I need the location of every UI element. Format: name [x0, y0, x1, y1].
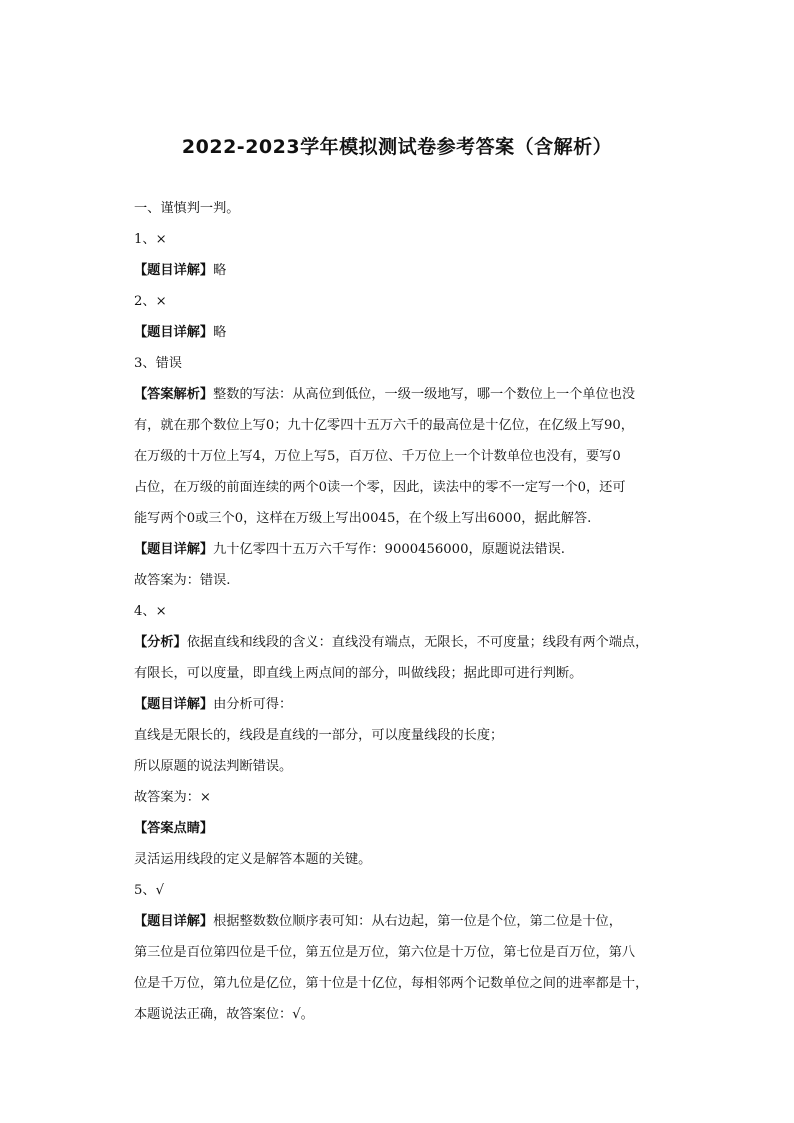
line-text: 灵活运用线段的定义是解答本题的关键。 [134, 852, 372, 867]
line-text: 占位，在万级的前面连续的两个0读一个零，因此，读法中的零不一定写一个0，还可 [134, 480, 626, 495]
text-line [134, 689, 666, 720]
section-tag: 【分析】 [134, 635, 187, 650]
line-text: 一、谨慎判一判。 [134, 201, 240, 216]
section-tag: 【题目详解】 [134, 325, 214, 340]
line-text: 由分析可得： [213, 697, 293, 712]
text-line [134, 937, 666, 968]
section-tag: 【题目详解】 [134, 697, 214, 712]
text-line [134, 534, 666, 565]
line-text: 所以原题的说法判断错误。 [134, 759, 293, 774]
line-text: 1、× [134, 232, 167, 247]
text-line [134, 875, 666, 906]
line-text: 故答案为：× [134, 790, 211, 805]
line-text: 2、× [134, 294, 167, 309]
line-text: 有，就在那个数位上写0；九十亿零四十五万六千的最高位是十亿位，在亿级上写90， [134, 418, 634, 433]
line-text: 4、× [134, 604, 167, 619]
text-line [134, 193, 666, 224]
text-line [134, 348, 666, 379]
line-text: 整数的写法：从高位到低位，一级一级地写，哪一个数位上一个单位也没 [213, 387, 636, 402]
section-tag: 【答案解析】 [134, 387, 214, 402]
text-line [134, 596, 666, 627]
text-line [134, 999, 666, 1030]
line-text: 位是千万位，第九位是亿位，第十位是十亿位，每相邻两个记数单位之间的进率都是十， [134, 976, 649, 991]
text-line [134, 968, 666, 999]
text-line [134, 317, 666, 348]
line-text: 故答案为：错误. [134, 573, 231, 588]
line-text: 九十亿零四十五万六千写作：9000456000，原题说法错误. [213, 542, 565, 557]
line-text: 略 [213, 325, 227, 340]
line-text: 5、√ [134, 883, 164, 898]
line-text: 在万级的十万位上写4，万位上写5，百万位、千万位上一个计数单位也没有，要写0 [134, 449, 621, 464]
text-line [134, 379, 666, 410]
section-tag: 【题目详解】 [134, 542, 214, 557]
text-line [134, 906, 666, 937]
text-line [134, 255, 666, 286]
document-title: 2022-2023学年模拟测试卷参考答案（含解析） [181, 136, 613, 158]
text-line [134, 503, 666, 534]
line-text: 略 [213, 263, 227, 278]
section-tag: 【题目详解】 [134, 263, 214, 278]
text-line [134, 441, 666, 472]
section-tag: 【题目详解】 [134, 914, 214, 929]
text-line [134, 627, 666, 658]
line-text: 3、错误 [134, 356, 182, 371]
text-line [134, 224, 666, 255]
text-line [134, 658, 666, 689]
line-text: 依据直线和线段的含义：直线没有端点，无限长，不可度量；线段有两个端点， [186, 635, 649, 650]
answer-content [134, 193, 666, 1030]
text-line [134, 751, 666, 782]
line-text: 直线是无限长的，线段是直线的一部分，可以度量线段的长度； [134, 728, 504, 743]
text-line [134, 410, 666, 441]
text-line [134, 720, 666, 751]
text-line [134, 565, 666, 596]
text-line [134, 782, 666, 813]
section-tag: 【答案点睛】 [134, 821, 214, 836]
text-line [134, 844, 666, 875]
line-text: 根据整数数位顺序表可知：从右边起，第一位是个位，第二位是十位， [213, 914, 622, 929]
line-text: 有限长，可以度量，即直线上两点间的部分，叫做线段；据此即可进行判断。 [134, 666, 583, 681]
text-line [134, 813, 666, 844]
line-text: 能写两个0或三个0，这样在万级上写出0045，在个级上写出6000，据此解答. [134, 511, 592, 526]
line-text: 本题说法正确，故答案位：√。 [134, 1007, 314, 1022]
text-line [134, 286, 666, 317]
text-line [134, 472, 666, 503]
line-text: 第三位是百位第四位是千位，第五位是万位，第六位是十万位，第七位是百万位，第八 [134, 945, 636, 960]
